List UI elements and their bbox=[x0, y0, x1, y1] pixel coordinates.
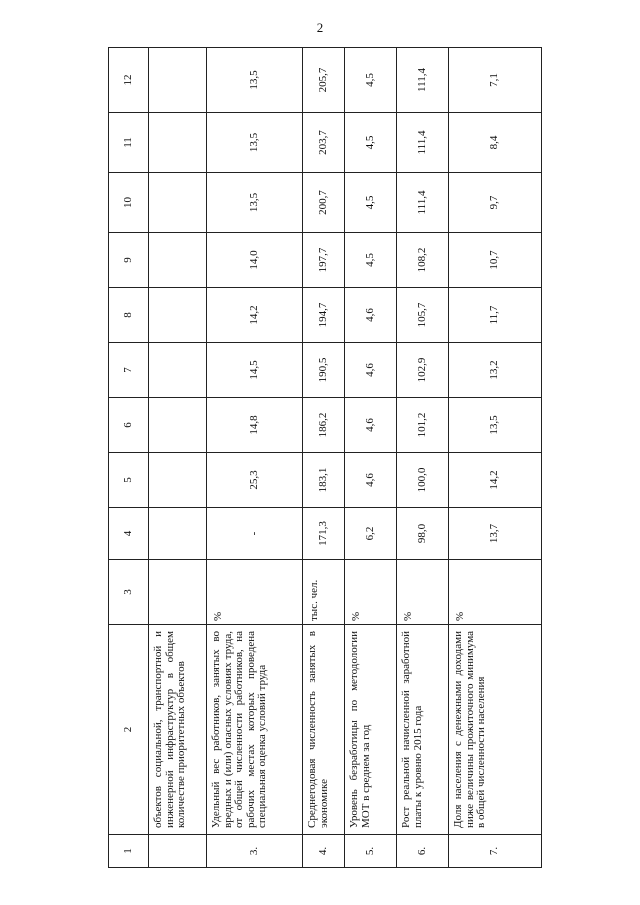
value-cell: 14,2 bbox=[449, 453, 542, 508]
value-cell bbox=[149, 288, 207, 343]
unit-cell: % bbox=[449, 560, 542, 625]
row-number bbox=[149, 835, 207, 868]
row-number: 4. bbox=[303, 835, 345, 868]
value-cell bbox=[149, 343, 207, 398]
unit-cell bbox=[149, 560, 207, 625]
rotated-table-wrapper bbox=[108, 48, 541, 868]
value-cell: 98,0 bbox=[397, 508, 449, 560]
value-cell bbox=[149, 233, 207, 288]
value-cell: 4,5 bbox=[345, 173, 397, 233]
value-cell: 7,1 bbox=[449, 48, 542, 113]
table-row bbox=[207, 48, 303, 868]
header-cell: 1 bbox=[109, 835, 149, 868]
indicator-name: Среднегодовая численность занятых в экономике bbox=[303, 625, 345, 835]
value-cell: 13,5 bbox=[207, 173, 303, 233]
value-cell: 9,7 bbox=[449, 173, 542, 233]
row-number: 3. bbox=[207, 835, 303, 868]
value-cell: 13,5 bbox=[207, 113, 303, 173]
value-cell: 14,8 bbox=[207, 398, 303, 453]
value-cell bbox=[149, 508, 207, 560]
indicators-table bbox=[108, 47, 542, 868]
indicator-name: Рост реальной начисленной заработной платы к уровню 2015 года bbox=[397, 625, 449, 835]
value-cell: 183,1 bbox=[303, 453, 345, 508]
unit-cell: % bbox=[397, 560, 449, 625]
header-cell: 2 bbox=[109, 625, 149, 835]
value-cell: 102,9 bbox=[397, 343, 449, 398]
value-cell: 11,7 bbox=[449, 288, 542, 343]
value-cell: 101,2 bbox=[397, 398, 449, 453]
value-cell: 8,4 bbox=[449, 113, 542, 173]
value-cell: 13,7 bbox=[449, 508, 542, 560]
header-cell: 12 bbox=[109, 48, 149, 113]
value-cell: 25,3 bbox=[207, 453, 303, 508]
value-cell: 13,5 bbox=[449, 398, 542, 453]
value-cell: 100,0 bbox=[397, 453, 449, 508]
value-cell: 108,2 bbox=[397, 233, 449, 288]
value-cell: 13,2 bbox=[449, 343, 542, 398]
value-cell: 4,5 bbox=[345, 48, 397, 113]
value-cell bbox=[149, 48, 207, 113]
value-cell: 13,5 bbox=[207, 48, 303, 113]
header-cell: 3 bbox=[109, 560, 149, 625]
row-number: 5. bbox=[345, 835, 397, 868]
indicator-name: объектов социальной, транспортной и инженерной инфраструктур в общем количестве приоритетных объектов bbox=[149, 625, 207, 835]
value-cell bbox=[149, 398, 207, 453]
value-cell: 197,7 bbox=[303, 233, 345, 288]
page-number: 2 bbox=[316, 20, 324, 35]
value-cell: - bbox=[207, 508, 303, 560]
indicator-name: Удельный вес работников, занятых во вредных и (или) опасных условиях труда, от общей численности работников, на рабочих местах которых проведена специальная оценка условий труда bbox=[207, 625, 303, 835]
value-cell: 205,7 bbox=[303, 48, 345, 113]
header-cell: 4 bbox=[109, 508, 149, 560]
table-row bbox=[449, 48, 542, 868]
rotated-table-container bbox=[108, 48, 541, 868]
header-cell: 5 bbox=[109, 453, 149, 508]
unit-cell: % bbox=[207, 560, 303, 625]
header-cell: 10 bbox=[109, 173, 149, 233]
value-cell: 4,6 bbox=[345, 343, 397, 398]
value-cell: 111,4 bbox=[397, 173, 449, 233]
value-cell: 4,6 bbox=[345, 453, 397, 508]
value-cell: 10,7 bbox=[449, 233, 542, 288]
header-cell: 6 bbox=[109, 398, 149, 453]
value-cell: 14,2 bbox=[207, 288, 303, 343]
value-cell: 14,0 bbox=[207, 233, 303, 288]
value-cell: 4,6 bbox=[345, 288, 397, 343]
value-cell bbox=[149, 173, 207, 233]
value-cell: 105,7 bbox=[397, 288, 449, 343]
value-cell: 200,7 bbox=[303, 173, 345, 233]
value-cell: 6,2 bbox=[345, 508, 397, 560]
value-cell: 203,7 bbox=[303, 113, 345, 173]
value-cell: 111,4 bbox=[397, 113, 449, 173]
indicator-name: Уровень безработицы по методологии МОТ в среднем за год bbox=[345, 625, 397, 835]
row-number: 7. bbox=[449, 835, 542, 868]
unit-cell: тыс. чел. bbox=[303, 560, 345, 625]
value-cell bbox=[149, 113, 207, 173]
value-cell: 194,7 bbox=[303, 288, 345, 343]
header-cell: 11 bbox=[109, 113, 149, 173]
header-cell: 8 bbox=[109, 288, 149, 343]
row-number: 6. bbox=[397, 835, 449, 868]
value-cell: 190,5 bbox=[303, 343, 345, 398]
header-cell: 7 bbox=[109, 343, 149, 398]
value-cell: 4,5 bbox=[345, 113, 397, 173]
table-row bbox=[149, 48, 207, 868]
value-cell: 171,3 bbox=[303, 508, 345, 560]
value-cell: 111,4 bbox=[397, 48, 449, 113]
indicator-name: Доля населения с денежными доходами ниже величины прожиточного минимума в общей численности населения bbox=[449, 625, 542, 835]
table-row bbox=[397, 48, 449, 868]
value-cell: 14,5 bbox=[207, 343, 303, 398]
table-header-row bbox=[109, 48, 149, 868]
unit-cell: % bbox=[345, 560, 397, 625]
header-cell: 9 bbox=[109, 233, 149, 288]
table-row bbox=[345, 48, 397, 868]
table-row bbox=[303, 48, 345, 868]
value-cell bbox=[149, 453, 207, 508]
value-cell: 4,5 bbox=[345, 233, 397, 288]
value-cell: 186,2 bbox=[303, 398, 345, 453]
value-cell: 4,6 bbox=[345, 398, 397, 453]
